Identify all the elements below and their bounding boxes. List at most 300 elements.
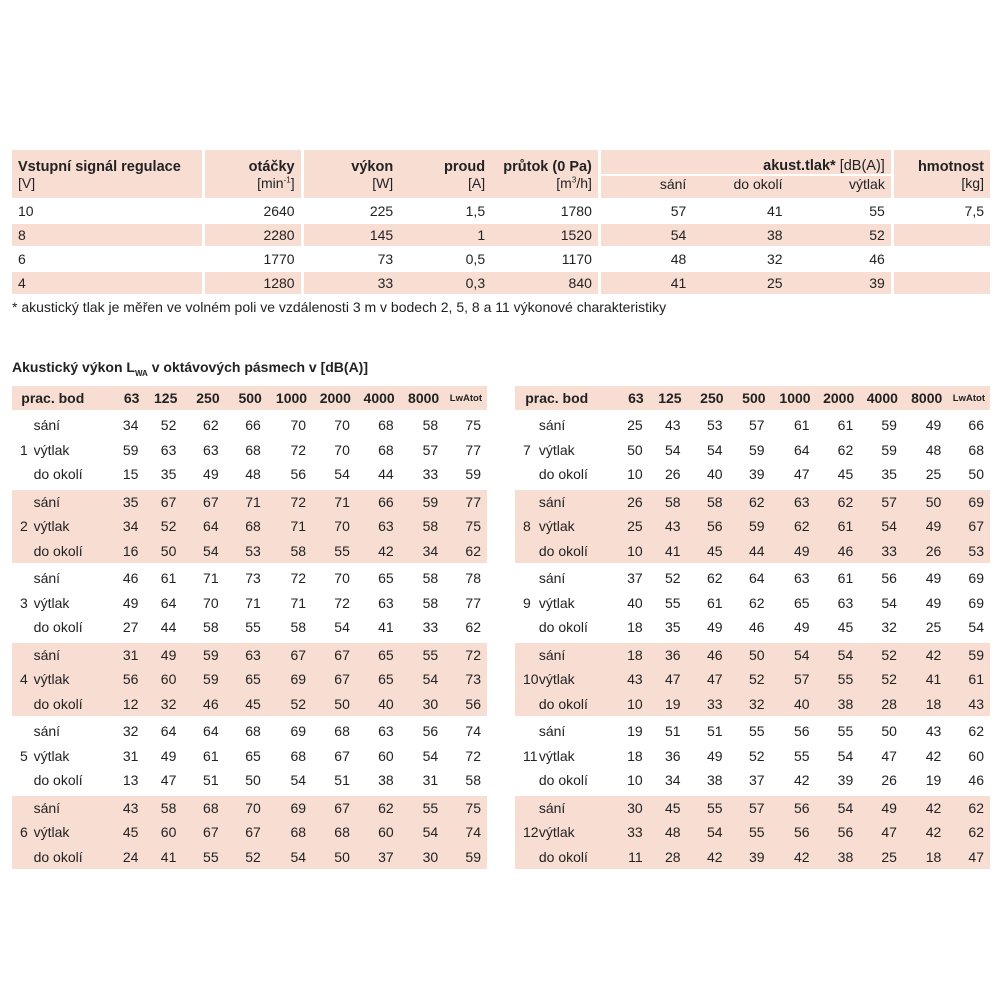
sound-power-value: 71 bbox=[245, 594, 261, 611]
unit-rpm-close: ] bbox=[290, 175, 295, 191]
sound-power-value: 73 bbox=[225, 565, 267, 591]
sound-power-value: 36 bbox=[649, 641, 687, 667]
sound-power-value: 68 bbox=[290, 747, 307, 764]
unit-rpm-base: [min bbox=[257, 175, 284, 191]
sound-power-value: 56 bbox=[706, 518, 723, 535]
operating-point-number bbox=[12, 565, 34, 591]
operating-point-number bbox=[515, 768, 539, 794]
sound-power-value: 75 bbox=[465, 518, 481, 535]
sound-power-value: 16 bbox=[122, 542, 139, 559]
sound-power-value: 67 bbox=[312, 641, 356, 667]
table-row bbox=[12, 768, 487, 794]
header-total-sub: wAtot bbox=[455, 392, 482, 404]
sound-power-value: 68 bbox=[225, 718, 267, 744]
sound-power-value: 68 bbox=[290, 824, 307, 841]
sound-power-value: 77 bbox=[465, 441, 481, 458]
sound-power-value: 42 bbox=[794, 848, 810, 865]
sound-power-value: 43 bbox=[627, 671, 643, 688]
operating-point-number bbox=[12, 488, 34, 514]
operating-point-number bbox=[12, 768, 34, 794]
sound-power-value: 30 bbox=[422, 848, 439, 865]
sound-power-value: 55 bbox=[664, 594, 681, 611]
header-band: 1000 bbox=[771, 386, 816, 412]
octave-header-row bbox=[12, 386, 487, 412]
sound-power-value: 35 bbox=[664, 619, 681, 636]
sound-power-value: 49 bbox=[925, 594, 942, 611]
sound-power-value: 19 bbox=[925, 772, 942, 789]
title-subscript: WA bbox=[134, 368, 148, 378]
sound-power-value: 73 bbox=[465, 671, 481, 688]
table-row bbox=[12, 591, 487, 616]
sound-power-value: 25 bbox=[925, 466, 942, 483]
header-weight: hmotnost bbox=[892, 150, 990, 175]
header-total-main: L bbox=[952, 392, 959, 404]
header-band: 125 bbox=[649, 386, 687, 412]
operating-point-number: 7 bbox=[523, 441, 531, 458]
sound-power-value: 56 bbox=[400, 718, 445, 744]
title-text-end: v oktávových pásmech v [dB(A)] bbox=[147, 359, 368, 375]
sound-power-value: 55 bbox=[400, 794, 445, 820]
sound-power-value: 62 bbox=[947, 718, 990, 744]
sound-power-value: 58 bbox=[465, 772, 481, 789]
header-total-sub: wAtot bbox=[958, 392, 985, 404]
sound-power-value: 18 bbox=[925, 695, 942, 712]
table-row bbox=[515, 718, 990, 744]
sound-power-value: 33 bbox=[422, 619, 439, 636]
sound-power-value: 65 bbox=[245, 747, 261, 764]
header-suction: sání bbox=[599, 175, 692, 199]
sound-power-value: 44 bbox=[748, 542, 765, 559]
sound-power-value: 18 bbox=[627, 747, 643, 764]
sound-power-value: 54 bbox=[422, 671, 439, 688]
sound-power-value: 65 bbox=[794, 594, 810, 611]
header-sound-pressure bbox=[599, 150, 892, 175]
table-row bbox=[12, 744, 487, 769]
header-band: 63 bbox=[94, 386, 145, 412]
sound-power-value: 55 bbox=[748, 824, 765, 841]
sound-power-value: 35 bbox=[881, 466, 897, 483]
sound-power-value: 65 bbox=[245, 671, 261, 688]
measurement-type: výtlak bbox=[33, 518, 70, 535]
sound-power-value: 48 bbox=[925, 441, 942, 458]
sound-power-value: 74 bbox=[444, 718, 487, 744]
measurement-type: sání bbox=[34, 794, 94, 820]
header-band: 250 bbox=[687, 386, 729, 412]
table-row bbox=[12, 438, 487, 463]
cell-ambient: 32 bbox=[692, 247, 788, 271]
measurement-type: sání bbox=[34, 565, 94, 591]
unit-flow-base: [m bbox=[556, 175, 572, 191]
table-row bbox=[515, 768, 990, 794]
sound-power-value: 55 bbox=[245, 619, 261, 636]
table-row bbox=[515, 488, 990, 514]
sound-power-value: 41 bbox=[925, 671, 942, 688]
measurement-type: sání bbox=[539, 565, 599, 591]
sound-power-value: 54 bbox=[422, 824, 439, 841]
sound-power-value: 59 bbox=[400, 488, 445, 514]
sound-power-value: 46 bbox=[748, 619, 765, 636]
operating-point-number bbox=[12, 615, 34, 641]
sound-power-value: 43 bbox=[664, 518, 681, 535]
measurement-type: sání bbox=[539, 412, 599, 438]
table-row bbox=[12, 820, 487, 845]
table-row bbox=[515, 438, 990, 463]
sound-power-value: 75 bbox=[444, 794, 487, 820]
sound-power-value: 66 bbox=[356, 488, 400, 514]
operating-point-number bbox=[515, 462, 539, 488]
header-rpm: otáčky bbox=[203, 150, 302, 175]
table-row bbox=[12, 615, 487, 641]
sound-power-value: 45 bbox=[245, 695, 261, 712]
header-operating-point: prac. bod bbox=[515, 386, 598, 412]
top-row bbox=[12, 223, 990, 247]
sound-power-value: 70 bbox=[225, 794, 267, 820]
sound-power-value: 71 bbox=[290, 518, 307, 535]
operating-point-number bbox=[12, 641, 34, 667]
table-row bbox=[515, 692, 990, 718]
sound-power-value: 49 bbox=[144, 641, 182, 667]
measurement-type: do okolí bbox=[33, 848, 83, 865]
sound-power-value: 47 bbox=[664, 671, 681, 688]
sound-power-value: 45 bbox=[122, 824, 139, 841]
sound-power-value: 64 bbox=[203, 518, 219, 535]
sound-power-value: 56 bbox=[794, 824, 810, 841]
sound-power-value: 64 bbox=[144, 718, 182, 744]
measurement-type: do okolí bbox=[33, 619, 83, 636]
table-row bbox=[515, 591, 990, 616]
table-row bbox=[12, 718, 487, 744]
sound-power-value: 54 bbox=[203, 542, 219, 559]
cell-flow: 1170 bbox=[491, 247, 599, 271]
sound-power-value: 59 bbox=[947, 641, 990, 667]
sound-power-value: 54 bbox=[706, 441, 723, 458]
sound-power-value: 42 bbox=[925, 747, 942, 764]
table-row bbox=[515, 412, 990, 438]
cell-rpm: 2640 bbox=[203, 199, 302, 223]
sound-power-value: 62 bbox=[465, 619, 481, 636]
sound-power-value: 49 bbox=[122, 594, 139, 611]
sound-power-value: 50 bbox=[729, 641, 771, 667]
sound-power-value: 10 bbox=[627, 466, 643, 483]
cell-signal: 10 bbox=[12, 199, 203, 223]
table-row bbox=[12, 692, 487, 718]
sound-power-value: 60 bbox=[378, 747, 394, 764]
sound-power-value: 52 bbox=[748, 671, 765, 688]
sound-power-value: 58 bbox=[687, 488, 729, 514]
sound-power-value: 61 bbox=[837, 518, 854, 535]
sound-power-value: 43 bbox=[94, 794, 145, 820]
sound-power-value: 61 bbox=[771, 412, 816, 438]
header-total bbox=[947, 386, 990, 412]
sound-power-value: 31 bbox=[122, 747, 139, 764]
sound-power-value: 61 bbox=[968, 671, 984, 688]
sound-power-value: 57 bbox=[794, 671, 810, 688]
header-band: 2000 bbox=[816, 386, 860, 412]
sound-power-value: 38 bbox=[378, 772, 394, 789]
sound-power-value: 54 bbox=[334, 619, 350, 636]
measurement-type: výtlak bbox=[538, 518, 575, 535]
sound-power-value: 40 bbox=[794, 695, 810, 712]
sound-power-value: 37 bbox=[598, 565, 648, 591]
sound-power-value: 64 bbox=[794, 441, 810, 458]
operating-point-number bbox=[515, 615, 539, 641]
sound-power-value: 10 bbox=[627, 542, 643, 559]
sound-power-value: 65 bbox=[378, 671, 394, 688]
header-total bbox=[444, 386, 487, 412]
sound-power-value: 27 bbox=[122, 619, 139, 636]
sound-power-value: 67 bbox=[203, 824, 219, 841]
sound-power-value: 25 bbox=[881, 848, 897, 865]
header-signal: Vstupní signál regulace bbox=[18, 159, 181, 175]
measurement-type: výtlak bbox=[33, 441, 70, 458]
sound-power-value: 62 bbox=[947, 794, 990, 820]
sound-power-value: 69 bbox=[267, 718, 312, 744]
sound-power-value: 50 bbox=[968, 466, 984, 483]
sound-power-value: 40 bbox=[706, 466, 723, 483]
sound-power-value: 45 bbox=[837, 466, 854, 483]
sound-power-value: 69 bbox=[968, 594, 984, 611]
header-band: 500 bbox=[729, 386, 771, 412]
sound-power-value: 59 bbox=[748, 441, 765, 458]
top-row bbox=[12, 271, 990, 294]
sound-power-value: 36 bbox=[664, 747, 681, 764]
sound-power-value: 61 bbox=[706, 594, 723, 611]
sound-power-value: 64 bbox=[160, 594, 177, 611]
cell-suction: 48 bbox=[599, 247, 692, 271]
sound-power-value: 67 bbox=[267, 641, 312, 667]
sound-power-value: 57 bbox=[859, 488, 903, 514]
sound-power-value: 60 bbox=[378, 824, 394, 841]
header-band: 4000 bbox=[859, 386, 903, 412]
sound-power-value: 72 bbox=[267, 565, 312, 591]
sound-power-value: 55 bbox=[794, 747, 810, 764]
sound-power-value: 58 bbox=[422, 518, 439, 535]
sound-power-value: 63 bbox=[160, 441, 177, 458]
cell-rpm: 2280 bbox=[203, 223, 302, 247]
sound-power-value: 68 bbox=[245, 518, 261, 535]
measurement-type: sání bbox=[34, 488, 94, 514]
sound-power-value: 65 bbox=[356, 641, 400, 667]
sound-power-value: 35 bbox=[160, 466, 177, 483]
measurement-type: sání bbox=[539, 718, 599, 744]
cell-ambient: 25 bbox=[692, 271, 788, 294]
unit-rpm bbox=[203, 175, 302, 199]
table-row bbox=[515, 667, 990, 692]
sound-power-value: 32 bbox=[94, 718, 145, 744]
cell-weight bbox=[892, 247, 990, 271]
operating-point-number bbox=[12, 794, 34, 820]
table-row bbox=[12, 845, 487, 870]
sound-power-value: 44 bbox=[160, 619, 177, 636]
sound-power-value: 52 bbox=[859, 641, 903, 667]
sound-power-value: 32 bbox=[160, 695, 177, 712]
unit-flow-close: /h] bbox=[576, 175, 592, 191]
sound-power-value: 54 bbox=[706, 824, 723, 841]
sound-power-value: 45 bbox=[649, 794, 687, 820]
operating-point-number bbox=[515, 845, 539, 870]
operating-point-number bbox=[515, 488, 539, 514]
sound-power-value: 61 bbox=[144, 565, 182, 591]
sound-power-value: 49 bbox=[160, 747, 177, 764]
sound-power-value: 71 bbox=[312, 488, 356, 514]
sound-power-value: 68 bbox=[245, 441, 261, 458]
operating-point-number bbox=[12, 412, 34, 438]
cell-discharge: 39 bbox=[789, 271, 893, 294]
sound-power-value: 69 bbox=[947, 488, 990, 514]
measurement-type: do okolí bbox=[538, 542, 588, 559]
sound-power-value: 72 bbox=[290, 441, 307, 458]
cell-signal: 6 bbox=[12, 247, 203, 271]
table-row bbox=[515, 820, 990, 845]
measurement-type: do okolí bbox=[538, 695, 588, 712]
operating-point-number: 4 bbox=[20, 671, 28, 688]
sound-power-value: 42 bbox=[903, 641, 947, 667]
sound-power-value: 26 bbox=[664, 466, 681, 483]
sound-power-value: 45 bbox=[837, 619, 854, 636]
measurement-type: výtlak bbox=[33, 671, 70, 688]
table-row bbox=[12, 565, 487, 591]
sound-power-value: 15 bbox=[122, 466, 139, 483]
sound-power-value: 78 bbox=[444, 565, 487, 591]
operating-point-number bbox=[515, 718, 539, 744]
sound-power-value: 62 bbox=[794, 518, 810, 535]
header-band: 8000 bbox=[903, 386, 947, 412]
measurement-type: výtlak bbox=[538, 594, 575, 611]
sound-power-value: 62 bbox=[729, 488, 771, 514]
sound-power-value: 49 bbox=[903, 412, 947, 438]
sound-power-value: 54 bbox=[771, 641, 816, 667]
sound-power-value: 11 bbox=[628, 848, 643, 865]
sound-power-value: 63 bbox=[837, 594, 854, 611]
top-row bbox=[12, 247, 990, 271]
cell-discharge: 55 bbox=[789, 199, 893, 223]
sound-power-value: 56 bbox=[771, 718, 816, 744]
measurement-type: do okolí bbox=[33, 542, 83, 559]
sound-power-value: 62 bbox=[356, 794, 400, 820]
cell-rpm: 1770 bbox=[203, 247, 302, 271]
sound-power-value: 39 bbox=[748, 466, 765, 483]
sound-power-value: 51 bbox=[203, 772, 219, 789]
operating-point-number bbox=[515, 412, 539, 438]
sound-power-value: 67 bbox=[182, 488, 224, 514]
table-row bbox=[12, 641, 487, 667]
sound-power-value: 72 bbox=[444, 641, 487, 667]
sound-power-value: 70 bbox=[312, 565, 356, 591]
header-current: proud bbox=[444, 159, 486, 175]
sound-power-value: 61 bbox=[816, 565, 860, 591]
operating-point-number: 10 bbox=[523, 671, 539, 688]
measurement-type: sání bbox=[539, 488, 599, 514]
sound-power-value: 59 bbox=[182, 641, 224, 667]
sound-power-value: 48 bbox=[245, 466, 261, 483]
sound-power-value: 63 bbox=[378, 594, 394, 611]
sound-power-value: 68 bbox=[968, 441, 984, 458]
unit-current: [A] bbox=[467, 175, 486, 191]
sound-power-value: 58 bbox=[649, 488, 687, 514]
sound-power-value: 53 bbox=[687, 412, 729, 438]
sound-power-value: 54 bbox=[816, 641, 860, 667]
title-text: Akustický výkon L bbox=[12, 359, 135, 375]
sound-power-value: 24 bbox=[122, 848, 139, 865]
sound-power-value: 72 bbox=[334, 594, 350, 611]
unit-power: [W] bbox=[302, 175, 399, 199]
sound-power-value: 68 bbox=[356, 412, 400, 438]
sound-power-value: 38 bbox=[837, 695, 854, 712]
cell-discharge: 52 bbox=[789, 223, 893, 247]
measurement-type: výtlak bbox=[538, 441, 575, 458]
sound-power-value: 49 bbox=[794, 542, 810, 559]
sound-power-value: 51 bbox=[687, 718, 729, 744]
sound-power-value: 45 bbox=[706, 542, 723, 559]
sound-power-value: 35 bbox=[94, 488, 145, 514]
sound-power-value: 47 bbox=[706, 671, 723, 688]
header-band: 500 bbox=[225, 386, 267, 412]
header-power: výkon bbox=[302, 150, 399, 175]
sound-power-value: 68 bbox=[182, 794, 224, 820]
sound-power-value: 28 bbox=[664, 848, 681, 865]
sound-power-value: 77 bbox=[444, 488, 487, 514]
cell-suction: 41 bbox=[599, 271, 692, 294]
table-row bbox=[515, 744, 990, 769]
measurement-type: do okolí bbox=[33, 772, 83, 789]
cell-weight bbox=[892, 223, 990, 247]
unit-weight: [kg] bbox=[892, 175, 990, 199]
sound-power-value: 50 bbox=[627, 441, 643, 458]
sound-power-value: 13 bbox=[122, 772, 139, 789]
sound-power-value: 69 bbox=[267, 794, 312, 820]
header-total-main: L bbox=[449, 392, 456, 404]
sound-power-value: 61 bbox=[203, 747, 219, 764]
sound-power-value: 50 bbox=[245, 772, 261, 789]
sound-power-value: 70 bbox=[334, 518, 350, 535]
sound-power-value: 54 bbox=[881, 594, 897, 611]
sound-power-value: 40 bbox=[378, 695, 394, 712]
sound-power-value: 46 bbox=[203, 695, 219, 712]
table-row bbox=[515, 794, 990, 820]
sound-power-value: 34 bbox=[422, 542, 439, 559]
sound-power-value: 68 bbox=[378, 441, 394, 458]
header-sound-label: akust.tlak* bbox=[763, 158, 836, 174]
sound-power-value: 50 bbox=[160, 542, 177, 559]
sound-power-value: 63 bbox=[378, 518, 394, 535]
cell-current: 0,3 bbox=[399, 271, 491, 294]
sound-power-value: 49 bbox=[706, 747, 723, 764]
sound-power-value: 34 bbox=[664, 772, 681, 789]
sound-power-value: 56 bbox=[465, 695, 481, 712]
sound-power-value: 42 bbox=[903, 794, 947, 820]
cell-power: 145 bbox=[302, 223, 399, 247]
header-band: 8000 bbox=[400, 386, 445, 412]
sound-power-value: 63 bbox=[771, 488, 816, 514]
sound-power-value: 58 bbox=[290, 619, 307, 636]
measurement-type: výtlak bbox=[33, 824, 70, 841]
operating-point-number bbox=[515, 565, 539, 591]
sound-power-value: 62 bbox=[182, 412, 224, 438]
sound-power-value: 18 bbox=[598, 641, 648, 667]
sound-power-value: 44 bbox=[378, 466, 394, 483]
sound-power-value: 40 bbox=[627, 594, 643, 611]
sound-power-value: 25 bbox=[598, 412, 648, 438]
sound-power-value: 52 bbox=[881, 671, 897, 688]
sound-power-value: 58 bbox=[400, 412, 445, 438]
sound-power-value: 49 bbox=[706, 619, 723, 636]
sound-power-value: 69 bbox=[947, 565, 990, 591]
sound-power-value: 43 bbox=[903, 718, 947, 744]
sound-power-value: 33 bbox=[706, 695, 723, 712]
table-row bbox=[515, 565, 990, 591]
sound-power-value: 49 bbox=[859, 794, 903, 820]
cell-rpm: 1280 bbox=[203, 271, 302, 294]
